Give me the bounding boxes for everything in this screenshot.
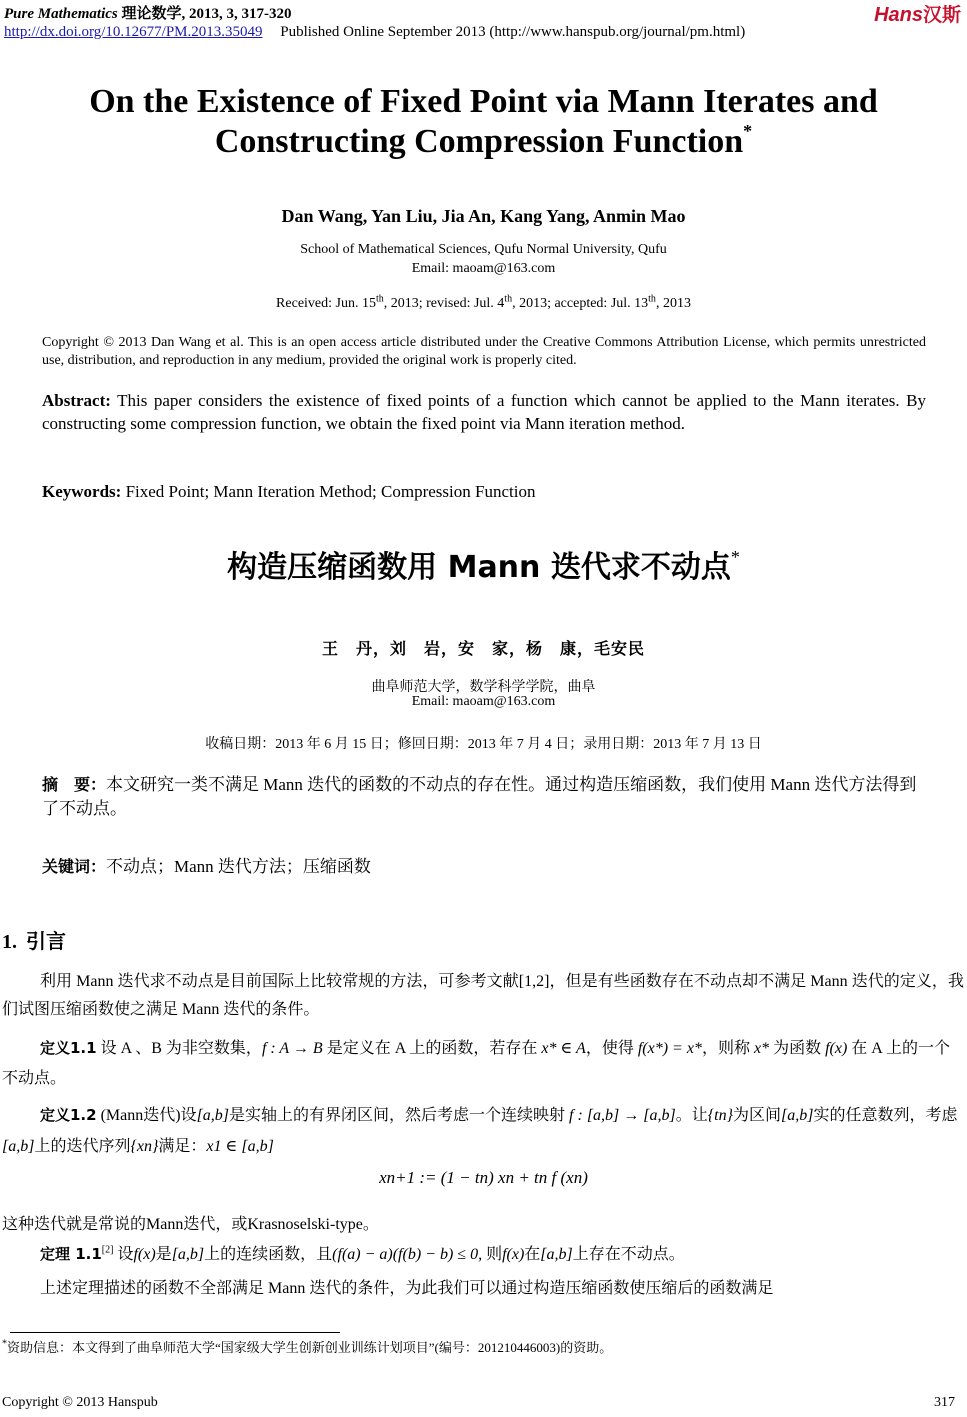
hans-logo-text: Hans xyxy=(874,4,923,26)
affiliation-cn: 曲阜师范大学，数学科学学院，曲阜 xyxy=(371,680,596,695)
def12-math-g: x1 ∈ [a,b] xyxy=(206,1138,274,1155)
abstract-cn xyxy=(42,773,926,821)
thm-math-c: (f(a) − a)(f(b) − b) ≤ 0, xyxy=(332,1246,483,1263)
affiliation-en: School of Mathematical Sciences, Qufu Normal University, Qufu xyxy=(300,242,667,257)
keywords-en xyxy=(42,482,535,502)
thm-math-b: [a,b] xyxy=(171,1246,205,1263)
def12-label: 定义1.2 xyxy=(40,1106,97,1124)
thm-text-f: 上存在不动点。 xyxy=(572,1246,685,1263)
hans-logo-cn: 汉斯 xyxy=(922,4,961,26)
section-heading xyxy=(2,925,66,954)
section-number: 1. xyxy=(2,931,17,953)
def11-math-e: f(x) xyxy=(825,1040,848,1057)
thm-math-d: f(x) xyxy=(502,1246,525,1263)
abstract-label: Abstract: xyxy=(42,391,111,410)
def11-math-c: f(x*) = x* xyxy=(637,1040,702,1057)
footnote-text: 资助信息：本文得到了曲阜师范大学“国家级大学生创新创业训练计划项目”(编号：201210446003)的资助。 xyxy=(7,1340,613,1355)
doi-link[interactable]: http://dx.doi.org/10.12677/PM.2013.35049 xyxy=(4,24,263,40)
authors-cn: 王 丹，刘 岩，安 家，杨 康，毛安民 xyxy=(321,641,645,658)
footnote-rule xyxy=(10,1332,340,1333)
received-sup-a: th xyxy=(375,293,384,305)
footnote xyxy=(2,1337,612,1356)
title-cn-footnote-mark: * xyxy=(730,547,740,567)
received-d: , 2013 xyxy=(655,296,691,311)
def11-math-b: x* ∈ A xyxy=(541,1040,586,1057)
def11-text-c: ，使得 xyxy=(585,1040,638,1057)
thm-label: 定理 1.1 xyxy=(40,1245,102,1263)
def12-math-d: [a,b] xyxy=(781,1107,814,1124)
abstract-cn-label: 摘 要： xyxy=(42,775,107,794)
definition-1-1 xyxy=(2,1033,964,1094)
keywords-cn xyxy=(42,852,371,877)
keywords-label: Keywords: xyxy=(42,482,122,501)
paper-title-en xyxy=(0,82,967,162)
copyright-notice: Copyright © 2013 Dan Wang et al. This is an open access article distributed under the Creative Commons Attribution License, which permits unrestricted use, distribution, and reproduction in any medium, provided the original work is properly cited. xyxy=(42,335,926,368)
thm-ref: [2] xyxy=(101,1244,114,1256)
section-title: 引言 xyxy=(26,929,66,953)
title-cn: 构造压缩函数用 Mann 迭代求不动点 xyxy=(227,550,731,585)
def11-text-b: 是定义在 A 上的函数，若存在 xyxy=(322,1040,542,1057)
thm-text-b: 是 xyxy=(155,1246,172,1263)
received-b: , 2013; revised: Jul. 4 xyxy=(383,296,505,311)
mann-formula-text: xn+1 := (1 − tn) xn + tn f (xn) xyxy=(379,1168,588,1187)
hans-logo xyxy=(874,0,961,27)
received-sup-b: th xyxy=(504,293,513,305)
abstract-en xyxy=(42,389,926,435)
def12-math-a: [a,b] xyxy=(196,1107,230,1124)
abstract-text: This paper considers the existence of fixed points of a function which cannot be applied to the Mann iterates. By constructing some compression function, we obtain the fixed point via Mann iteration method. xyxy=(42,391,926,433)
page-number: 317 xyxy=(934,1395,955,1410)
def12-text-e: 实的任意数列，考虑 xyxy=(813,1107,958,1124)
thm-math-e: [a,b] xyxy=(540,1246,573,1263)
def11-text-e: 为函数 xyxy=(769,1040,826,1057)
footer-copyright: Copyright © 2013 Hanspub xyxy=(2,1395,158,1410)
mann-formula xyxy=(0,1168,967,1188)
thm-text-d: 则 xyxy=(482,1246,503,1263)
def12-text-g: 满足： xyxy=(158,1138,207,1155)
keywords-cn-label: 关键词： xyxy=(42,857,107,876)
received-c: , 2013; accepted: Jul. 13 xyxy=(512,296,649,311)
def11-text-a: 设 A 、B 为非空数集， xyxy=(96,1040,262,1057)
intro-paragraph: 利用 Mann 迭代求不动点是目前国际上比较常规的方法，可参考文献[1,2]，但是有些函数存在不动点却不满足 Mann 迭代的定义，我们试图压缩函数使之满足 Mann 迭代的条件。 xyxy=(2,973,964,1018)
footnote-star: * xyxy=(2,1338,7,1350)
email-en: Email: maoam@163.com xyxy=(411,261,556,276)
keywords-cn-text: 不动点；Mann 迭代方法；压缩函数 xyxy=(106,857,371,876)
def12-text-f: 上的迭代序列 xyxy=(34,1138,131,1155)
dates-cn: 收稿日期：2013 年 6 月 15 日；修回日期：2013 年 7 月 4 日；录用日期：2013 年 7 月 13 日 xyxy=(205,737,762,752)
title-line-2-wrap xyxy=(0,122,967,162)
title-line-1: On the Existence of Fixed Point via Mann Iterates and xyxy=(89,83,878,120)
thm-text-a: 设 xyxy=(113,1246,134,1263)
paper-title-cn xyxy=(0,548,967,588)
header-line2 xyxy=(4,24,745,41)
published-info: Published Online September 2013 (http://www.hanspub.org/journal/pm.html) xyxy=(280,24,746,40)
email-cn: Email: maoam@163.com xyxy=(411,694,556,709)
def12-math-f: {xn} xyxy=(130,1138,159,1155)
def12-math-e: [a,b] xyxy=(2,1138,35,1155)
def11-text-d: ，则称 xyxy=(701,1040,754,1057)
mann-paragraph: 这种迭代就是常说的Mann迭代，或Krasnoselski-type。 xyxy=(2,1216,379,1233)
abstract-cn-text: 本文研究一类不满足 Mann 迭代的函数的不动点的存在性。通过构造压缩函数，我们使用 Mann 迭代方法得到了不动点。 xyxy=(42,775,917,818)
def12-math-b: f : [a,b] → [a,b] xyxy=(569,1107,676,1124)
volume-info: , 2013, 3, 317-320 xyxy=(181,6,292,22)
thm-math-a: f(x) xyxy=(133,1246,156,1263)
thm-text-c: 上的连续函数，且 xyxy=(204,1246,333,1263)
def12-text-b: 是实轴上的有界闭区间，然后考虑一个连续映射 xyxy=(229,1107,570,1124)
last-paragraph: 上述定理描述的函数不全部满足 Mann 迭代的条件，为此我们可以通过构造压缩函数使压缩后的函数满足 xyxy=(40,1280,774,1297)
thm-text-e: 在 xyxy=(524,1246,541,1263)
title-line-2: Constructing Compression Function xyxy=(214,123,744,160)
journal-name-cn: 理论数学 xyxy=(121,6,182,22)
def11-label: 定义1.1 xyxy=(40,1039,97,1057)
theorem-1-1 xyxy=(2,1243,964,1266)
def12-text-d: 为区间 xyxy=(733,1107,782,1124)
def11-text-f: 在 A 上的一个不动点。 xyxy=(2,1040,950,1087)
title-footnote-mark: * xyxy=(743,121,753,141)
def12-math-c: {tn} xyxy=(707,1107,733,1124)
keywords-text: Fixed Point; Mann Iteration Method; Compression Function xyxy=(121,482,536,501)
def12-text-c: 。让 xyxy=(675,1107,708,1124)
journal-header xyxy=(4,2,292,23)
def11-math-d: x* xyxy=(753,1040,770,1057)
journal-name: Pure Mathematics xyxy=(4,6,118,22)
authors-en: Dan Wang, Yan Liu, Jia An, Kang Yang, Anmin Mao xyxy=(281,206,686,226)
definition-1-2 xyxy=(2,1100,964,1162)
received-sup-c: th xyxy=(648,293,656,305)
received-dates xyxy=(0,293,967,312)
def12-text-a: (Mann迭代)设 xyxy=(96,1107,197,1124)
def11-math-a: f : A → B xyxy=(261,1040,323,1057)
received-a: Received: Jun. 15 xyxy=(276,296,376,311)
